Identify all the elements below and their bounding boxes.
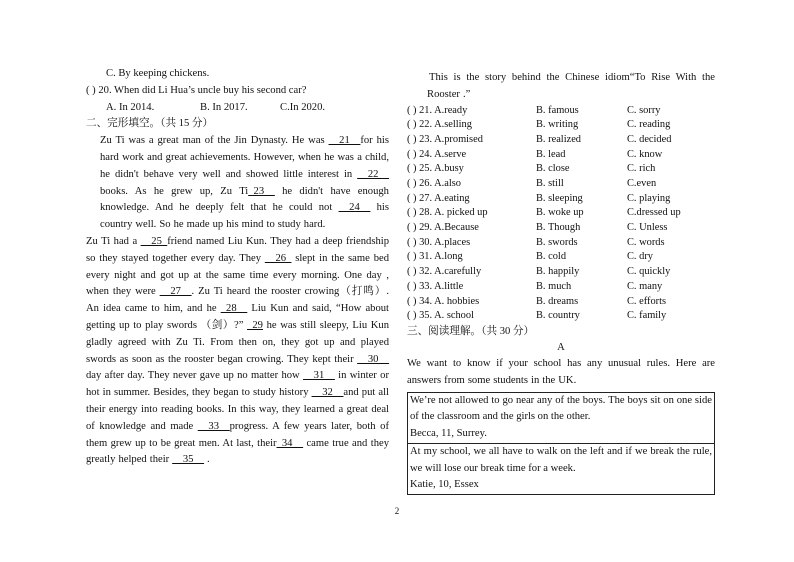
reading-intro: We want to know if your school has any unusual rules. Here are answers from some students in the UK. [407, 357, 715, 386]
option-b: B. famous [536, 104, 579, 116]
option-b: B. Though [536, 222, 581, 234]
option-number-a: ( ) 23. A.promised [407, 133, 483, 145]
cloze-blank: _23__ [248, 185, 275, 197]
option-c: C. family [627, 310, 667, 322]
option-c: C. Unless [627, 222, 668, 234]
cloze-blank: __25_ [140, 235, 168, 247]
answer-author: Becca, 11, Surrey. [410, 428, 487, 440]
option-b: B. swords [536, 236, 578, 248]
option-row [407, 118, 715, 133]
cloze-blank: __24__ [338, 202, 371, 214]
option-number-a: ( ) 25. A.busy [407, 163, 464, 175]
option-b: B. close [536, 163, 570, 175]
option-number-a: ( ) 31. A.long [407, 251, 463, 263]
right-column [407, 70, 715, 495]
cloze-blank: __22__ [357, 168, 389, 180]
cloze-blank: _29 [247, 319, 263, 331]
passage-label: A [557, 341, 565, 353]
section3-title: 三、阅读理解。（共 30 分） [407, 325, 535, 337]
option-b: B. cold [536, 251, 567, 263]
cloze-blank: __31__ [303, 370, 335, 382]
option-row [407, 295, 715, 310]
option-row [407, 280, 715, 295]
option-b: B. woke up [536, 207, 584, 219]
answer-box [408, 393, 714, 443]
option-b: B. dreams [536, 295, 579, 307]
options-list [407, 104, 715, 324]
option-c: C. quickly [627, 266, 671, 278]
q20-option-c: C.In 2020. [280, 101, 326, 113]
passage-text: Liu Kun and said, “How about getting up to play swords （剑）?” [86, 303, 389, 331]
option-number-a: ( ) 26. A.also [407, 178, 461, 190]
option-number-a: ( ) 35. A. school [407, 310, 474, 322]
option-b: B. lead [536, 148, 566, 160]
cloze-blank: __26_ [264, 252, 292, 264]
option-b: B. still [536, 178, 564, 190]
option-row [407, 250, 715, 265]
option-number-a: ( ) 21. A.ready [407, 104, 468, 116]
cloze-blank: __21__ [328, 135, 361, 147]
cloze-blank: __27__ [159, 286, 192, 298]
passage-text: he didn't have enough knowledge. And he deeply felt that he could not [100, 185, 389, 214]
option-c: C. rich [627, 163, 656, 175]
passage-text: books. As he grew up, Zu Ti [100, 185, 249, 197]
passage-text: Zu Ti was a great man of the Jin Dynasty. He was [100, 135, 329, 147]
option-row [407, 236, 715, 251]
option-number-a: ( ) 34. A. hobbies [407, 295, 480, 307]
passage-text: slept in the same bed every night and got up at the same time every morning. One day , when they were [86, 252, 389, 298]
option-b: B. writing [536, 119, 579, 131]
q19-option-c: C. By keeping chickens. [106, 68, 210, 79]
q20-option-a: A. In 2014. [106, 101, 155, 113]
answer-text: At my school, we all have to walk on the left and if we break the rule, we will lose our break time for a week. [410, 445, 712, 474]
left-column [86, 66, 389, 469]
option-row [407, 309, 715, 324]
q20-option-b: B. In 2017. [200, 101, 248, 113]
option-c: C. words [627, 236, 665, 248]
option-c: C.dressed up [627, 207, 681, 219]
option-number-a: ( ) 30. A.places [407, 236, 471, 248]
option-number-a: ( ) 32. A.carefully [407, 266, 482, 278]
passage-text: day after day. They never gave up no matter how [86, 370, 304, 382]
q20-question: ( ) 20. When did Li Hua’s uncle buy his second car? [86, 84, 307, 96]
option-c: C. efforts [627, 295, 667, 307]
option-b: B. sleeping [536, 192, 583, 204]
option-c: C. playing [627, 192, 671, 204]
passage-text: progress. A few years later, both of them grew up to be great men. At last, their [86, 420, 389, 449]
cloze-blank: _34__ [276, 437, 304, 449]
answer-author: Katie, 10, Essex [410, 479, 479, 491]
option-row [407, 177, 715, 192]
passage-text: he was still sleepy, Liu Kun gladly agreed with Zu Ti. From then on, they got up and played swords as soon as the rooster began crowing. They kept their [86, 319, 389, 365]
passage-text: his country well. So he made up his mind to study hard. [100, 202, 389, 231]
cloze-blank: __32__ [311, 387, 344, 399]
option-row [407, 148, 715, 163]
option-c: C. reading [627, 119, 671, 131]
option-row [407, 221, 715, 236]
answer-box [408, 443, 714, 494]
option-number-a: ( ) 27. A.eating [407, 192, 470, 204]
option-b: B. realized [536, 133, 582, 145]
passage-text: and put all their energy into reading books. In this way, they learned a great deal of knowledge and made [86, 387, 389, 432]
passage-text: in winter or hot in summer. Besides, they began to study history [86, 370, 390, 399]
answers-table [407, 392, 715, 496]
option-row [407, 133, 715, 148]
passage-paragraph-1 [86, 133, 389, 234]
option-row [407, 206, 715, 221]
passage-text: friend named Liu Kun. They had a deep friendship so they stayed together every day. They [86, 235, 389, 264]
cloze-blank: __35__ [172, 454, 204, 466]
option-c: C. know [627, 148, 663, 160]
option-b: B. country [536, 310, 580, 322]
option-c: C.even [627, 178, 657, 190]
option-number-a: ( ) 22. A.selling [407, 119, 472, 131]
passage-text: . Zu Ti heard the rooster crowing（打鸣）. An idea came to him, and he [86, 286, 389, 315]
q20-options [86, 100, 389, 117]
cloze-blank: __33__ [197, 420, 230, 432]
option-c: C. sorry [627, 104, 661, 116]
option-c: C. many [627, 280, 663, 292]
option-number-a: ( ) 24. A.serve [407, 148, 467, 160]
section2-title: 二、完形填空。（共 15 分） [86, 118, 214, 130]
option-c: C. decided [627, 133, 672, 145]
option-row [407, 104, 715, 119]
cloze-blank: __30__ [357, 353, 389, 365]
passage-text: Zu Ti had a [86, 235, 141, 247]
option-b: B. happily [536, 266, 580, 278]
option-row [407, 162, 715, 177]
option-row [407, 265, 715, 280]
option-row [407, 192, 715, 207]
option-c: C. dry [627, 251, 653, 263]
option-b: B. much [536, 280, 572, 292]
answer-text: We’re not allowed to go near any of the boys. The boys sit on one side of the classroom and the girls on the other. [410, 394, 712, 423]
option-number-a: ( ) 28. A. picked up [407, 207, 488, 219]
page-number: 2 [394, 506, 400, 516]
passage-text: for his hard work and great achievements. However, when he was a child, he didn't behave very well and showed little interest in [100, 135, 390, 180]
cloze-blank: _28__ [220, 303, 248, 315]
option-number-a: ( ) 33. A.little [407, 280, 464, 292]
story-intro: This is the story behind the Chinese idiom“To Rise With the Rooster .” [427, 72, 715, 100]
passage-text: came true and they greatly helped their [86, 437, 389, 466]
passage-text: . [204, 454, 210, 466]
passage-paragraph-2 [86, 234, 389, 469]
option-number-a: ( ) 29. A.Because [407, 222, 479, 234]
